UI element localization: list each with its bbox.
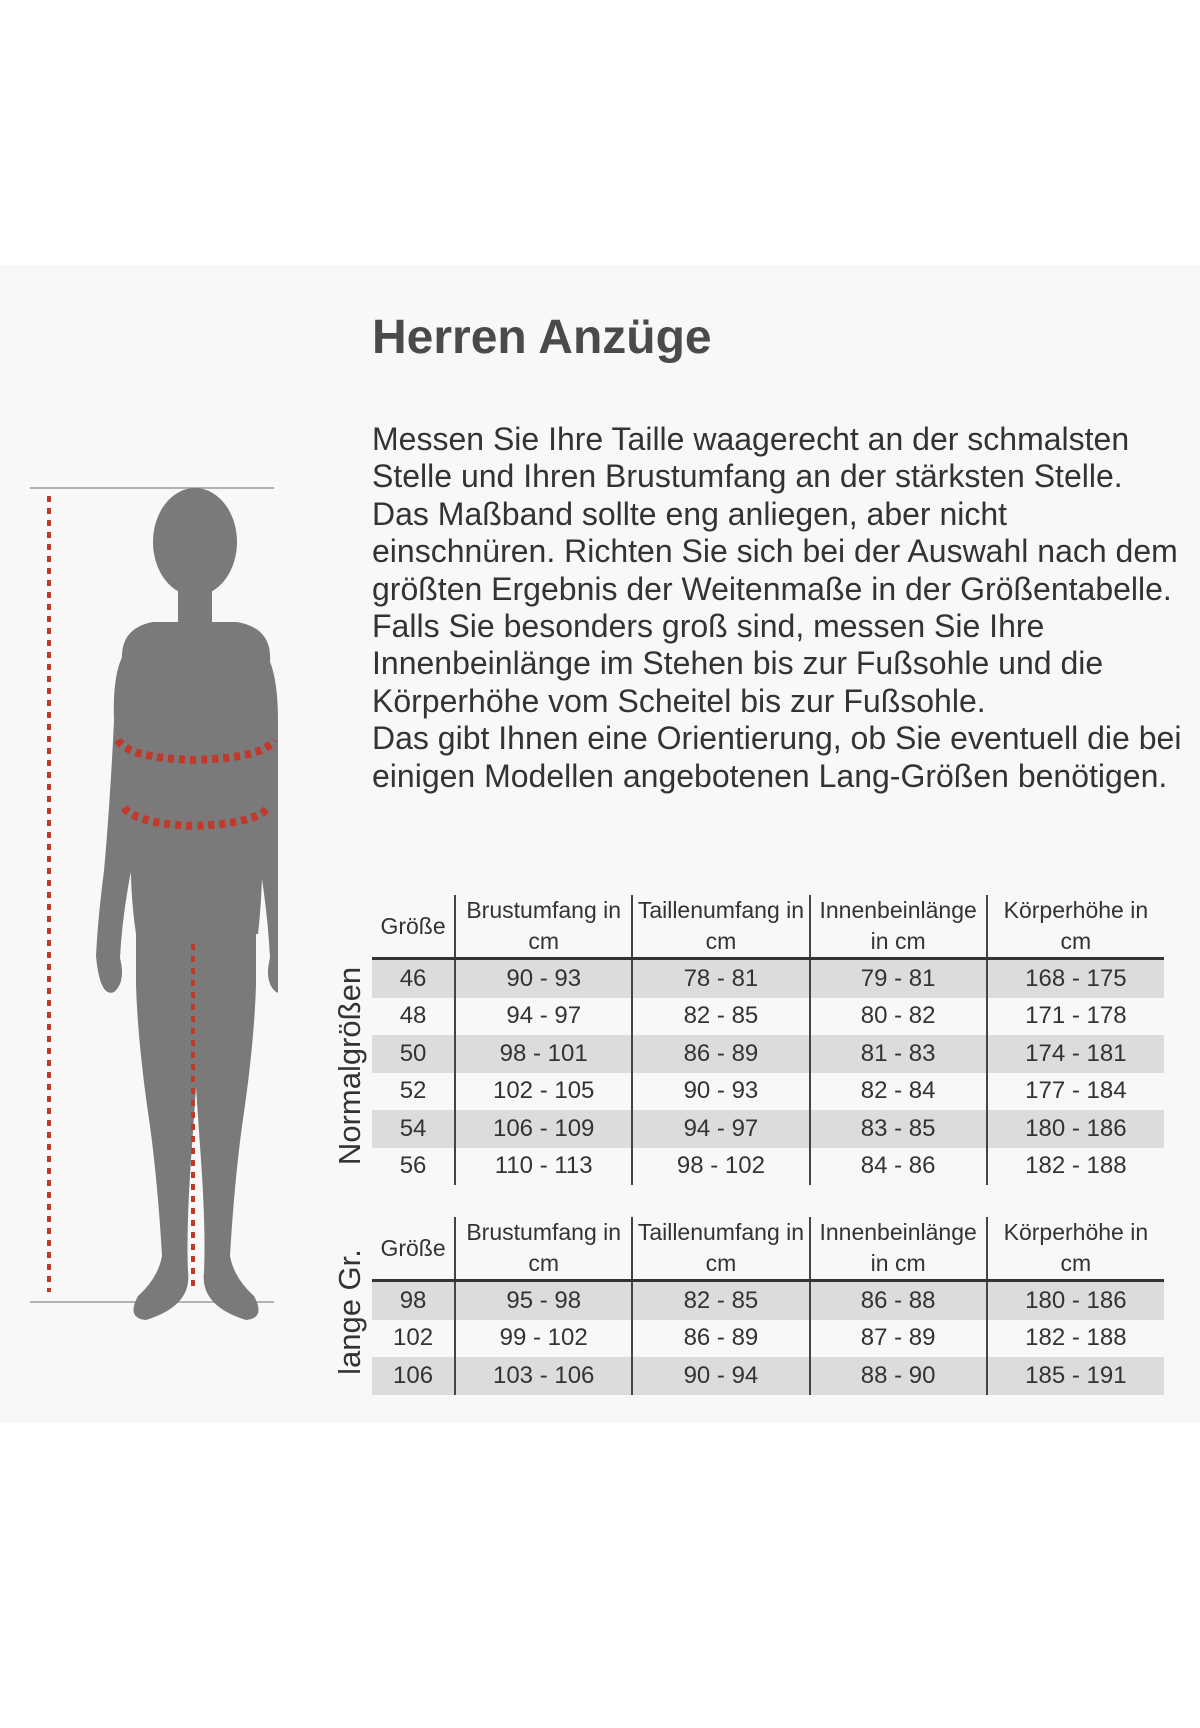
inseam-cell: 82 - 84	[810, 1073, 987, 1111]
size-cell: 46	[372, 959, 455, 998]
column-header-waist: Taillenumfang in cm	[632, 1217, 809, 1281]
normal-size-table	[372, 895, 1164, 1185]
column-header-height: Körperhöhe in cm	[987, 895, 1164, 959]
normal-sizes-label: Normalgrößen	[332, 966, 367, 1166]
waist-cell: 82 - 85	[632, 1281, 809, 1320]
chest-cell: 103 - 106	[455, 1357, 632, 1395]
size-cell: 48	[399, 1002, 427, 1030]
size-cell: 54	[372, 1110, 455, 1148]
size-cell: 102	[393, 1324, 434, 1352]
instructions-paragraph: Falls Sie besonders groß sind, messen Sie Ihre Innenbeinlänge im Stehen bis zur Fußsohle und die Körperhöhe vom Scheitel bis zur Fußsohle.	[372, 608, 1104, 719]
inseam-cell: 83 - 85	[810, 1110, 987, 1148]
chest-cell: 94 - 97	[455, 998, 632, 1036]
column-header-chest: Brustumfang in cm	[455, 895, 632, 959]
column-header-waist: Taillenumfang in cm	[632, 895, 809, 959]
size-cell: 56	[399, 1152, 427, 1180]
size-cell: 52	[399, 1077, 427, 1105]
height-cell: 180 - 186	[987, 1110, 1164, 1148]
inseam-cell: 81 - 83	[810, 1035, 987, 1073]
height-cell: 185 - 191	[987, 1357, 1164, 1395]
waist-cell: 94 - 97	[632, 1110, 809, 1148]
size-cell: 98	[372, 1281, 455, 1320]
instructions-paragraph: Messen Sie Ihre Taille waagerecht an der schmalsten Stelle und Ihren Brustumfang an der stärksten Stelle. Das Maßband sollte eng anliegen, aber nicht einschnüren. Richten Sie sich bei der Auswahl nach dem größten Ergebnis der Weitenmaße in der Größentabelle.	[372, 421, 1178, 607]
column-header-inseam: Innenbeinlänge in cm	[810, 895, 987, 959]
waist-cell: 86 - 89	[632, 1035, 809, 1073]
column-header-height: Körperhöhe in cm	[987, 1217, 1164, 1281]
chest-cell: 95 - 98	[455, 1281, 632, 1320]
long-size-table	[372, 1217, 1164, 1395]
table-row	[372, 998, 1164, 1036]
body-measurement-figure	[28, 486, 278, 1352]
table-row	[372, 1320, 1164, 1358]
table-row	[372, 1073, 1164, 1111]
page-title: Herren Anzüge	[372, 311, 712, 364]
table-row	[372, 1110, 1164, 1148]
table-header-row	[372, 1217, 1164, 1281]
table-header-row	[372, 895, 1164, 959]
height-cell: 171 - 178	[987, 998, 1164, 1036]
height-cell: 182 - 188	[987, 1148, 1164, 1186]
column-header-chest: Brustumfang in cm	[455, 1217, 632, 1281]
body-silhouette	[96, 488, 278, 1320]
chest-cell: 106 - 109	[455, 1110, 632, 1148]
measuring-instructions	[372, 421, 1182, 795]
chest-cell: 110 - 113	[455, 1148, 632, 1186]
inseam-cell: 87 - 89	[810, 1320, 987, 1358]
chest-cell: 102 - 105	[455, 1073, 632, 1111]
inseam-cell: 79 - 81	[810, 959, 987, 998]
height-cell: 177 - 184	[987, 1073, 1164, 1111]
instructions-paragraph: Das gibt Ihnen eine Orientierung, ob Sie eventuell die bei einigen Modellen angebotenen Lang-Größen benötigen.	[372, 720, 1182, 794]
waist-cell: 82 - 85	[632, 998, 809, 1036]
long-sizes-label: lange Gr.	[332, 1249, 367, 1375]
chest-cell: 99 - 102	[455, 1320, 632, 1358]
height-cell: 182 - 188	[987, 1320, 1164, 1358]
inseam-cell: 88 - 90	[810, 1357, 987, 1395]
table-row	[372, 1357, 1164, 1395]
column-header-inseam: Innenbeinlänge in cm	[810, 1217, 987, 1281]
column-header-size: Größe	[372, 895, 455, 959]
height-cell: 174 - 181	[987, 1035, 1164, 1073]
waist-cell: 78 - 81	[632, 959, 809, 998]
table-row	[372, 1148, 1164, 1186]
inseam-cell: 84 - 86	[810, 1148, 987, 1186]
inseam-cell: 80 - 82	[810, 998, 987, 1036]
size-cell: 50	[372, 1035, 455, 1073]
waist-cell: 90 - 94	[632, 1357, 809, 1395]
table-row	[372, 1281, 1164, 1320]
table-row	[372, 1035, 1164, 1073]
inseam-cell: 86 - 88	[810, 1281, 987, 1320]
size-cell: 106	[372, 1357, 455, 1395]
waist-cell: 98 - 102	[632, 1148, 809, 1186]
height-cell: 180 - 186	[987, 1281, 1164, 1320]
waist-cell: 90 - 93	[632, 1073, 809, 1111]
chest-cell: 90 - 93	[455, 959, 632, 998]
column-header-size: Größe	[372, 1217, 455, 1281]
table-row	[372, 959, 1164, 998]
height-cell: 168 - 175	[987, 959, 1164, 998]
chest-cell: 98 - 101	[455, 1035, 632, 1073]
waist-cell: 86 - 89	[632, 1320, 809, 1358]
